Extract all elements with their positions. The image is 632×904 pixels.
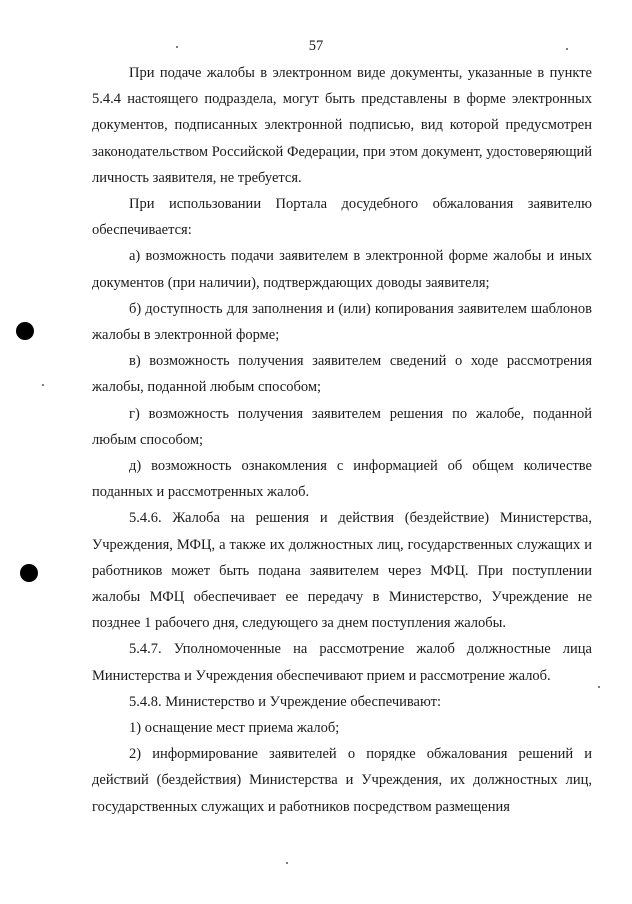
document-body xyxy=(92,60,592,820)
punch-hole xyxy=(20,564,38,582)
paragraph-item-g: г) возможность получения заявителем решения по жалобе, поданной любым способом; xyxy=(92,405,592,448)
page-number: 57 xyxy=(308,38,324,54)
paragraph-item-d: д) возможность ознакомления с информацией об общем количестве поданных и рассмотренных жалоб. xyxy=(92,458,592,501)
paragraph-5-4-7: 5.4.7. Уполномоченные на рассмотрение жалоб должностные лица Министерства и Учреждения обеспечивают прием и рассмотрение жалоб. xyxy=(92,641,592,684)
scan-speck xyxy=(176,46,178,48)
paragraph-item-a: а) возможность подачи заявителем в электронной форме жалобы и иных документов (при наличии), подтверждающих доводы заявителя; xyxy=(92,248,592,291)
paragraph-electronic-submission: При подаче жалобы в электронном виде документы, указанные в пункте 5.4.4 настоящего подраздела, могут быть представлены в форме электронных документов, подписанных электронной подписью, вид которой предусмотрен законодательством Российской Федерации, при этом документ, удостоверяющий личность заявителя, не требуется. xyxy=(92,65,592,186)
scan-speck xyxy=(598,686,600,688)
paragraph-5-4-8: 5.4.8. Министерство и Учреждение обеспечивают: xyxy=(129,693,441,710)
scan-speck xyxy=(42,384,44,386)
paragraph-portal-intro: При использовании Портала досудебного обжалования заявителю обеспечивается: xyxy=(92,196,592,239)
paragraph-item-2: 2) информирование заявителей о порядке обжалования решений и действий (бездействия) Министерства и Учреждения, их должностных лиц, государственных служащих и работников посредством размещения xyxy=(92,746,592,815)
scan-speck xyxy=(286,862,288,864)
paragraph-5-4-6: 5.4.6. Жалоба на решения и действия (бездействие) Министерства, Учреждения, МФЦ, а также их должностных лиц, государственных служащих и работников может быть подана заявителем через МФЦ. При поступлении жалобы МФЦ обеспечивает ее передачу в Министерство, Учреждение не позднее 1 рабочего дня, следующего за днем поступления жалобы. xyxy=(92,510,592,632)
paragraph-item-v: в) возможность получения заявителем сведений о ходе рассмотрения жалобы, поданной любым способом; xyxy=(92,353,592,396)
scan-speck xyxy=(566,48,568,50)
paragraph-item-1: 1) оснащение мест приема жалоб; xyxy=(129,720,340,737)
paragraph-item-b: б) доступность для заполнения и (или) копирования заявителем шаблонов жалобы в электронной форме; xyxy=(92,300,592,344)
punch-hole xyxy=(16,322,34,340)
